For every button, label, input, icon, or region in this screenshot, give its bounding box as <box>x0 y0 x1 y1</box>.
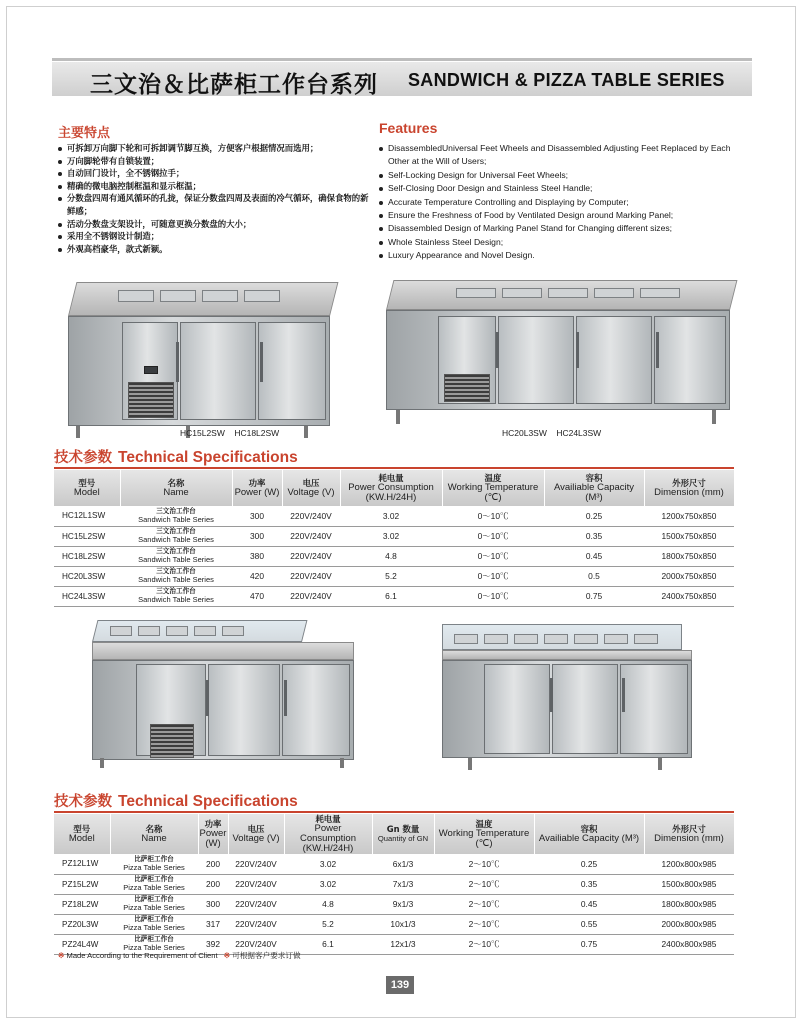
column-header-capacity: 容积 Availiable Capacity (M³) <box>534 814 644 854</box>
cabinet-door <box>484 664 550 754</box>
tech-spec-heading-en: Technical Specifications <box>118 449 298 466</box>
counter-top <box>442 650 692 660</box>
leg <box>712 410 716 424</box>
column-header-power: 功率 Power (W) <box>232 470 282 506</box>
table-row: HC15L2SW 三文治工作台 Sandwich Table Series 300 220V/240V 3.02 0～10℃ 0.35 1500x750x850 <box>54 526 734 546</box>
tech-spec-heading-1 <box>54 446 298 467</box>
column-header-voltage: 电压 Voltage (V) <box>282 470 340 506</box>
door-handle <box>576 332 579 368</box>
door-handle <box>206 680 209 716</box>
column-header-dimension: 外形尺寸 Dimension (mm) <box>644 470 734 506</box>
note-english: Made According to the Requirement of Client <box>66 951 218 960</box>
vent-grille <box>150 724 194 758</box>
product-image-pizza-table-3-door <box>442 624 694 772</box>
cabinet-door <box>552 664 618 754</box>
leg <box>658 758 662 770</box>
column-header-consumption: 耗电量 Power Consumption (KW.H/24H) <box>340 470 442 506</box>
leg <box>304 426 308 438</box>
leg <box>340 758 344 768</box>
footer-note <box>58 950 301 961</box>
features-heading-english: Features <box>379 120 438 136</box>
pan-slot <box>160 290 196 302</box>
leg <box>100 758 104 768</box>
pan-slot <box>548 288 588 298</box>
door-handle <box>656 332 659 368</box>
feature-item-en: Whole Stainless Steel Design; <box>379 236 749 249</box>
table-row: PZ15L2W 比萨柜工作台 Pizza Table Series 200 220V/240V 3.02 7x1/3 2～10℃ 0.35 1500x800x985 <box>54 874 734 894</box>
table-row: HC20L3SW 三文治工作台 Sandwich Table Series 420 220V/240V 5.2 0～10℃ 0.5 2000x750x850 <box>54 566 734 586</box>
tech-spec-heading-cn: 技术参数 <box>54 450 112 466</box>
column-header-temperature: 温度 Working Temperature (℃) <box>434 814 534 854</box>
pan-slot <box>640 288 680 298</box>
vent-grille <box>128 382 174 418</box>
table-row: PZ12L1W 比萨柜工作台 Pizza Table Series 200 220V/240V 3.02 6x1/3 2～10℃ 0.25 1200x800x985 <box>54 854 734 874</box>
leg <box>396 410 400 424</box>
features-heading-chinese: 主要特点 <box>58 126 111 141</box>
pan-slot <box>454 634 478 644</box>
pan-slot <box>202 290 238 302</box>
column-header-power: 功率 Power (W) <box>198 814 228 854</box>
feature-item-cn: 精确的微电脑控制框温和显示框温； <box>58 180 370 193</box>
spec-table-sandwich <box>54 470 735 607</box>
cabinet-door <box>258 322 326 420</box>
column-header-gn-quantity: Gn 数量 Quantity of GN <box>372 814 434 854</box>
feature-item-en: Disassembled Design of Marking Panel Stand for Changing different sizes; <box>379 222 749 235</box>
title-english: SANDWICH & PIZZA TABLE SERIES <box>408 70 725 90</box>
pan-slot <box>222 626 244 636</box>
column-header-model: 型号 Model <box>54 814 110 854</box>
feature-item-en: Luxury Appearance and Novel Design. <box>379 249 749 262</box>
features-list-chinese <box>58 142 370 255</box>
feature-item-cn: 自动回门设计，全不锈钢拉手； <box>58 167 370 180</box>
note-chinese: 可根据客户要求订做 <box>232 951 301 960</box>
pan-slot <box>118 290 154 302</box>
heading-underline <box>54 467 734 469</box>
tech-spec-heading-2 <box>54 790 298 811</box>
product-image-sandwich-table-3-door <box>386 280 732 430</box>
pan-slot <box>138 626 160 636</box>
column-header-consumption: 耗电量 Power Consumption (KW.H/24H) <box>284 814 372 854</box>
pan-slot <box>194 626 216 636</box>
feature-item-cn: 外观高档豪华，款式新颖。 <box>58 243 370 256</box>
pan-slot <box>514 634 538 644</box>
page-number: 139 <box>386 976 414 994</box>
column-header-name: 名称 Name <box>120 470 232 506</box>
note-mark: ※ <box>58 951 65 960</box>
column-header-temperature: 温度 Working Temperature (℃) <box>442 470 544 506</box>
door-handle <box>284 680 287 716</box>
pan-slot <box>502 288 542 298</box>
cabinet-door <box>180 322 256 420</box>
door-handle <box>260 342 263 382</box>
feature-item-en: Ensure the Freshness of Food by Ventilated Design around Marking Panel; <box>379 209 749 222</box>
product-image-pizza-table-2-door <box>92 620 356 770</box>
note-mark: ※ <box>223 951 231 960</box>
control-panel <box>144 366 158 374</box>
cabinet-door <box>208 664 280 756</box>
product-caption: HC15L2SW HC18L2SW <box>180 428 280 438</box>
counter-top <box>92 642 354 660</box>
feature-item-cn: 分数盘四周有通风循环的孔拢，保证分数盘四周及表面的冷气循环，确保食物的新鲜感； <box>58 192 370 217</box>
column-header-dimension: 外形尺寸 Dimension (mm) <box>644 814 734 854</box>
pan-slot <box>456 288 496 298</box>
pan-slot <box>244 290 280 302</box>
feature-item-cn: 采用全不锈钢设计制造； <box>58 230 370 243</box>
vent-grille <box>444 374 490 402</box>
product-image-sandwich-table-2-door <box>68 282 332 440</box>
pan-slot <box>604 634 628 644</box>
heading-underline <box>54 811 734 813</box>
cabinet-door <box>654 316 726 404</box>
feature-item-cn: 万向脚轮带有自锁装置； <box>58 155 370 168</box>
title-chinese: 三文治＆比萨柜工作台系列 <box>90 72 378 98</box>
pan-slot <box>594 288 634 298</box>
door-handle <box>622 678 625 712</box>
pan-slot <box>574 634 598 644</box>
cabinet-door <box>576 316 652 404</box>
leg <box>468 758 472 770</box>
table-row: PZ20L3W 比萨柜工作台 Pizza Table Series 317 220V/240V 5.2 10x1/3 2～10℃ 0.55 2000x800x985 <box>54 914 734 934</box>
pan-slot <box>484 634 508 644</box>
feature-item-en: DisassembledUniversal Feet Wheels and Disassembled Adjusting Feet Replaced by Each Other at the Will of Users; <box>379 142 749 169</box>
table-row: HC24L3SW 三文治工作台 Sandwich Table Series 470 220V/240V 6.1 0～10℃ 0.75 2400x750x850 <box>54 586 734 606</box>
feature-item-en: Self-Locking Design for Universal Feet Wheels; <box>379 169 749 182</box>
feature-item-cn: 活动分数盘支架设计，可随意更换分数盘的大小； <box>58 218 370 231</box>
spec-table-pizza <box>54 814 735 955</box>
feature-item-en: Self-Closing Door Design and Stainless Steel Handle; <box>379 182 749 195</box>
table-row: HC18L2SW 三文治工作台 Sandwich Table Series 380 220V/240V 4.8 0～10℃ 0.45 1800x750x850 <box>54 546 734 566</box>
product-caption: HC20L3SW HC24L3SW <box>502 428 602 438</box>
pan-slot <box>544 634 568 644</box>
features-list-english <box>379 142 749 263</box>
table-row: PZ24L4W 比萨柜工作台 Pizza Table Series 392 220V/240V 6.1 12x1/3 2～10℃ 0.75 2400x800x985 <box>54 934 734 954</box>
column-header-voltage: 电压 Voltage (V) <box>228 814 284 854</box>
column-header-name: 名称 Name <box>110 814 198 854</box>
cabinet-door <box>498 316 574 404</box>
pan-slot <box>166 626 188 636</box>
cabinet-door <box>282 664 350 756</box>
pan-slot <box>110 626 132 636</box>
leg <box>76 426 80 438</box>
door-handle <box>496 332 499 368</box>
tech-spec-heading-en: Technical Specifications <box>118 793 298 810</box>
tech-spec-heading-cn: 技术参数 <box>54 794 112 810</box>
column-header-model: 型号 Model <box>54 470 120 506</box>
table-row: PZ18L2W 比萨柜工作台 Pizza Table Series 300 220V/240V 4.8 9x1/3 2～10℃ 0.45 1800x800x985 <box>54 894 734 914</box>
table-row: HC12L1SW 三文治工作台 Sandwich Table Series 300 220V/240V 3.02 0～10℃ 0.25 1200x750x850 <box>54 506 734 526</box>
feature-item-en: Accurate Temperature Controlling and Displaying by Computer; <box>379 196 749 209</box>
pan-slot <box>634 634 658 644</box>
column-header-capacity: 容积 Availiable Capacity (M³) <box>544 470 644 506</box>
feature-item-cn: 可拆卸万向脚下轮和可拆卸调节脚互换，方便客户根据情况而选用； <box>58 142 370 155</box>
cabinet-door <box>620 664 688 754</box>
door-handle <box>176 342 179 382</box>
door-handle <box>550 678 553 712</box>
